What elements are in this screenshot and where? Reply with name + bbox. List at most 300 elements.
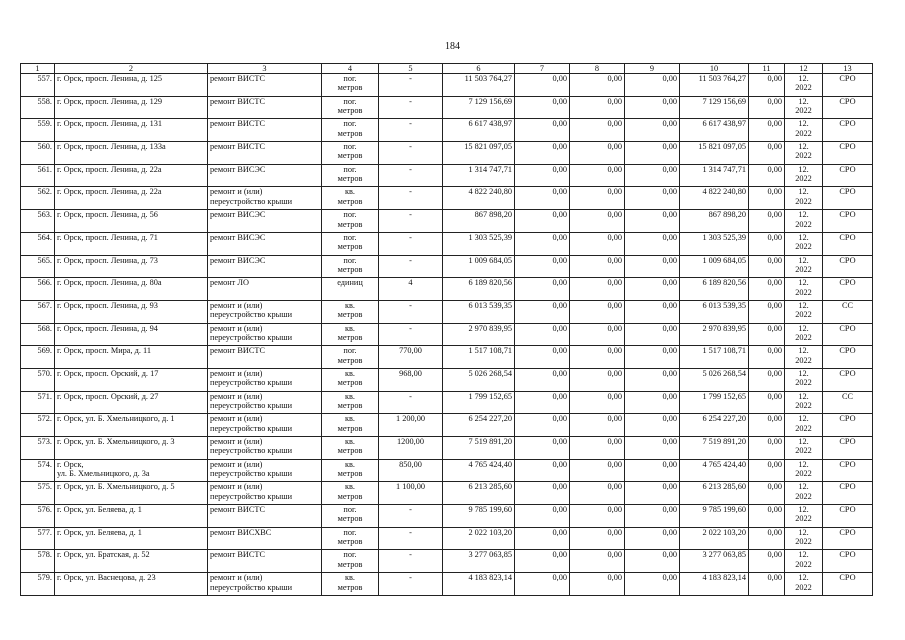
cost-cell-line: 0,00 xyxy=(607,300,622,310)
work-type-cell xyxy=(208,346,322,369)
total-cost-cell xyxy=(443,278,515,301)
method-cell-line: СРО xyxy=(839,368,856,378)
unit-cell xyxy=(322,550,379,573)
address-cell-line: ул. Б. Хмельницкого, д. 3а xyxy=(57,469,150,479)
cost-cell xyxy=(680,119,749,142)
unit-cell xyxy=(322,164,379,187)
work-type-cell-line: ремонт ВИСТС xyxy=(210,96,266,106)
total-cost-cell xyxy=(443,550,515,573)
quantity-cell-line: - xyxy=(409,300,412,310)
row-number xyxy=(21,505,55,528)
method-cell xyxy=(823,142,873,165)
cost-cell-line: 0,00 xyxy=(607,391,622,401)
cost-cell xyxy=(515,232,570,255)
cost-cell xyxy=(570,437,625,460)
col-header: 3 xyxy=(208,64,322,74)
address-cell-line: г. Орск, просп. Ленина, д. 22а xyxy=(57,187,162,197)
cost-cell-line: 0,00 xyxy=(767,527,782,537)
table-row xyxy=(21,323,873,346)
cost-cell-line: 0,00 xyxy=(607,164,622,174)
method-cell-line: СРО xyxy=(839,573,856,583)
method-cell-line: СРО xyxy=(839,505,856,515)
quantity-cell xyxy=(379,414,443,437)
cost-cell-line: 0,00 xyxy=(767,505,782,515)
term-cell-line: 12. xyxy=(798,210,809,220)
quantity-cell-line: 770,00 xyxy=(399,346,422,356)
cost-cell-line: 6 189 820,56 xyxy=(702,278,746,288)
cost-cell xyxy=(625,142,680,165)
col-header: 8 xyxy=(570,64,625,74)
cost-cell-line: 0,00 xyxy=(767,278,782,288)
col-header: 9 xyxy=(625,64,680,74)
cost-cell xyxy=(749,346,785,369)
method-cell xyxy=(823,505,873,528)
cost-cell xyxy=(625,255,680,278)
cost-cell-line: 0,00 xyxy=(662,142,677,152)
term-cell xyxy=(785,74,823,97)
cost-cell xyxy=(749,278,785,301)
work-type-cell xyxy=(208,142,322,165)
term-cell xyxy=(785,323,823,346)
work-type-cell-line: ремонт и (или) xyxy=(210,391,263,401)
address-cell xyxy=(55,300,208,323)
cost-cell xyxy=(625,368,680,391)
quantity-cell-line: 4 xyxy=(408,278,413,288)
cost-cell-line: 0,00 xyxy=(662,414,677,424)
term-cell-line: 2022 xyxy=(795,287,812,297)
work-type-cell-line: ремонт ВИСТС xyxy=(210,346,266,356)
term-cell xyxy=(785,255,823,278)
cost-cell xyxy=(625,437,680,460)
cost-cell xyxy=(680,505,749,528)
term-cell-line: 12. xyxy=(798,550,809,560)
quantity-cell xyxy=(379,391,443,414)
cost-cell-line: 6 254 227,20 xyxy=(702,414,746,424)
cost-cell xyxy=(625,505,680,528)
cost-cell xyxy=(749,437,785,460)
term-cell xyxy=(785,391,823,414)
cost-cell xyxy=(625,232,680,255)
quantity-cell-line: - xyxy=(409,550,412,560)
work-type-cell xyxy=(208,187,322,210)
cost-cell xyxy=(749,119,785,142)
term-cell-line: 2022 xyxy=(795,491,812,501)
cost-cell-line: 0,00 xyxy=(607,142,622,152)
quantity-cell xyxy=(379,505,443,528)
cost-cell-line: 4 183 823,14 xyxy=(702,573,746,583)
row-number xyxy=(21,232,55,255)
col-header: 10 xyxy=(680,64,749,74)
unit-cell-line: кв. xyxy=(344,300,356,310)
term-cell-line: 2022 xyxy=(795,446,812,456)
row-number xyxy=(21,368,55,391)
quantity-cell xyxy=(379,232,443,255)
address-cell xyxy=(55,505,208,528)
address-cell-line: г. Орск, просп. Орский, д. 27 xyxy=(57,391,159,401)
term-cell-line: 12. xyxy=(798,368,809,378)
unit-cell-line: пог. xyxy=(343,527,357,537)
cost-cell xyxy=(749,573,785,596)
col-header: 11 xyxy=(749,64,785,74)
unit-cell-line: кв. xyxy=(344,368,356,378)
row-number xyxy=(21,437,55,460)
cost-cell xyxy=(749,142,785,165)
unit-cell xyxy=(322,142,379,165)
address-cell-line: г. Орск, просп. Ленина, д. 80а xyxy=(57,278,162,288)
unit-cell-line: пог. xyxy=(343,164,357,174)
table-row xyxy=(21,437,873,460)
col-header: 6 xyxy=(443,64,515,74)
cost-cell-line: 0,00 xyxy=(607,210,622,220)
cost-cell xyxy=(749,210,785,233)
method-cell xyxy=(823,550,873,573)
term-cell-line: 12. xyxy=(798,482,809,492)
quantity-cell xyxy=(379,119,443,142)
cost-cell-line: 0,00 xyxy=(767,119,782,129)
row-number-line: 563. xyxy=(37,210,52,220)
quantity-cell xyxy=(379,550,443,573)
cost-cell-line: 0,00 xyxy=(607,323,622,333)
row-number-line: 557. xyxy=(37,74,52,83)
term-cell xyxy=(785,482,823,505)
address-cell xyxy=(55,74,208,97)
unit-cell-line: кв. xyxy=(344,482,356,492)
term-cell-line: 2022 xyxy=(795,537,812,547)
term-cell-line: 12. xyxy=(798,255,809,265)
cost-cell-line: 0,00 xyxy=(662,368,677,378)
cost-cell xyxy=(515,482,570,505)
row-number-line: 559. xyxy=(37,119,52,129)
cost-cell xyxy=(680,391,749,414)
cost-cell xyxy=(570,346,625,369)
unit-cell-line: пог. xyxy=(343,550,357,560)
work-type-cell xyxy=(208,391,322,414)
total-cost-cell xyxy=(443,187,515,210)
cost-cell-line: 0,00 xyxy=(607,527,622,537)
method-cell-line: СС xyxy=(841,300,854,310)
cost-cell xyxy=(625,323,680,346)
unit-cell xyxy=(322,96,379,119)
unit-cell-line: метров xyxy=(337,83,363,93)
cost-cell xyxy=(570,96,625,119)
method-cell-line: СРО xyxy=(839,459,856,469)
total-cost-cell xyxy=(443,482,515,505)
cost-cell xyxy=(625,482,680,505)
cost-cell xyxy=(570,232,625,255)
unit-cell-line: единиц xyxy=(337,278,363,288)
address-cell-line: г. Орск, просп. Ленина, д. 93 xyxy=(57,300,158,310)
cost-cell xyxy=(625,573,680,596)
work-type-cell-line: переустройство крыши xyxy=(210,446,293,456)
address-cell-line: г. Орск, просп. Ленина, д. 71 xyxy=(57,232,158,242)
method-cell-line: СРО xyxy=(839,232,856,242)
quantity-cell xyxy=(379,164,443,187)
work-type-cell-line: переустройство крыши xyxy=(210,469,293,479)
term-cell xyxy=(785,210,823,233)
cost-cell-line: 1 517 108,71 xyxy=(702,346,746,356)
term-cell xyxy=(785,459,823,482)
quantity-cell xyxy=(379,187,443,210)
table-row xyxy=(21,505,873,528)
quantity-cell xyxy=(379,255,443,278)
method-cell xyxy=(823,368,873,391)
cost-cell-line: 0,00 xyxy=(662,550,677,560)
cost-cell xyxy=(680,573,749,596)
cost-cell-line: 0,00 xyxy=(767,482,782,492)
cost-cell xyxy=(625,346,680,369)
work-type-cell-line: ремонт ВИСТС xyxy=(210,142,266,152)
cost-cell-line: 0,00 xyxy=(552,119,567,129)
address-cell-line: г. Орск, ул. Васнецова, д. 23 xyxy=(57,573,156,583)
quantity-cell-line: - xyxy=(409,391,412,401)
cost-cell-line: 0,00 xyxy=(552,459,567,469)
row-number-line: 569. xyxy=(37,346,52,356)
cost-cell-line: 0,00 xyxy=(767,300,782,310)
cost-cell xyxy=(749,505,785,528)
cost-cell-line: 0,00 xyxy=(607,505,622,515)
work-type-cell xyxy=(208,74,322,97)
col-header: 13 xyxy=(823,64,873,74)
term-cell-line: 12. xyxy=(798,96,809,106)
unit-cell xyxy=(322,255,379,278)
term-cell xyxy=(785,505,823,528)
cost-cell-line: 0,00 xyxy=(552,255,567,265)
cost-cell xyxy=(680,142,749,165)
work-type-cell-line: переустройство крыши xyxy=(210,310,293,320)
cost-cell-line: 1 799 152,65 xyxy=(702,391,746,401)
work-type-cell-line: ремонт и (или) xyxy=(210,459,263,469)
cost-cell-line: 0,00 xyxy=(552,74,567,83)
quantity-cell-line: - xyxy=(409,74,412,83)
cost-cell xyxy=(515,346,570,369)
cost-cell xyxy=(515,437,570,460)
cost-cell-line: 7 129 156,69 xyxy=(702,96,746,106)
method-cell-line: СРО xyxy=(839,74,856,83)
term-cell-line: 2022 xyxy=(795,83,812,93)
work-type-cell-line: переустройство крыши xyxy=(210,401,293,411)
unit-cell-line: пог. xyxy=(343,74,357,83)
cost-cell-line: 0,00 xyxy=(662,210,677,220)
unit-cell-line: пог. xyxy=(343,119,357,129)
address-cell-line: г. Орск, просп. Ленина, д. 129 xyxy=(57,96,163,106)
cost-cell xyxy=(749,232,785,255)
work-type-cell-line: переустройство крыши xyxy=(210,582,293,592)
quantity-cell xyxy=(379,368,443,391)
method-cell xyxy=(823,459,873,482)
cost-cell xyxy=(680,74,749,97)
term-cell-line: 2022 xyxy=(795,310,812,320)
work-type-cell-line: ремонт ВИСТС xyxy=(210,505,266,515)
cost-cell-line: 2 022 103,20 xyxy=(702,527,746,537)
address-cell xyxy=(55,232,208,255)
cost-cell xyxy=(570,391,625,414)
total-cost-cell xyxy=(443,96,515,119)
quantity-cell xyxy=(379,346,443,369)
quantity-cell xyxy=(379,437,443,460)
work-type-cell-line: ремонт ВИСЭС xyxy=(210,164,266,174)
term-cell xyxy=(785,437,823,460)
row-number-line: 578. xyxy=(37,550,52,560)
row-number xyxy=(21,96,55,119)
term-cell-line: 2022 xyxy=(795,378,812,388)
row-number xyxy=(21,550,55,573)
cost-cell-line: 0,00 xyxy=(607,255,622,265)
total-cost-cell xyxy=(443,210,515,233)
work-type-cell xyxy=(208,414,322,437)
cost-cell-line: 0,00 xyxy=(607,278,622,288)
address-cell-line: г. Орск, просп. Ленина, д. 73 xyxy=(57,255,158,265)
table-row xyxy=(21,96,873,119)
method-cell-line: СС xyxy=(841,391,854,401)
row-number-line: 560. xyxy=(37,142,52,152)
cost-cell xyxy=(625,300,680,323)
unit-cell-line: метров xyxy=(337,264,363,274)
cost-cell xyxy=(680,414,749,437)
cost-cell xyxy=(749,323,785,346)
cost-cell xyxy=(515,323,570,346)
term-cell-line: 2022 xyxy=(795,423,812,433)
unit-cell-line: пог. xyxy=(343,142,357,152)
work-type-cell xyxy=(208,210,322,233)
term-cell xyxy=(785,119,823,142)
cost-cell-line: 0,00 xyxy=(662,74,677,83)
table-row xyxy=(21,459,873,482)
unit-cell-line: метров xyxy=(337,378,363,388)
table-row xyxy=(21,368,873,391)
cost-cell xyxy=(515,573,570,596)
row-number-line: 577. xyxy=(37,527,52,537)
row-number xyxy=(21,391,55,414)
quantity-cell xyxy=(379,142,443,165)
quantity-cell-line: 850,00 xyxy=(399,459,422,469)
cost-cell xyxy=(680,232,749,255)
cost-cell xyxy=(515,550,570,573)
address-cell xyxy=(55,164,208,187)
col-header: 5 xyxy=(379,64,443,74)
unit-cell-line: метров xyxy=(337,219,363,229)
work-type-cell xyxy=(208,255,322,278)
cost-cell xyxy=(749,414,785,437)
col-header: 2 xyxy=(55,64,208,74)
address-cell-line: г. Орск, просп. Ленина, д. 56 xyxy=(57,210,158,220)
cost-cell-line: 1 303 525,39 xyxy=(702,232,746,242)
total-cost-cell xyxy=(443,505,515,528)
cost-cell-line: 0,00 xyxy=(607,550,622,560)
quantity-cell xyxy=(379,323,443,346)
cost-cell xyxy=(515,164,570,187)
cost-cell xyxy=(570,300,625,323)
term-cell xyxy=(785,346,823,369)
term-cell-line: 2022 xyxy=(795,196,812,206)
cost-cell-line: 0,00 xyxy=(607,414,622,424)
method-cell xyxy=(823,210,873,233)
term-cell-line: 2022 xyxy=(795,106,812,116)
term-cell xyxy=(785,142,823,165)
work-type-cell xyxy=(208,527,322,550)
cost-cell xyxy=(570,164,625,187)
address-cell xyxy=(55,550,208,573)
quantity-cell xyxy=(379,573,443,596)
term-cell-line: 12. xyxy=(798,300,809,310)
table-row xyxy=(21,482,873,505)
row-number-line: 561. xyxy=(37,164,52,174)
method-cell-line: СРО xyxy=(839,187,856,197)
cost-cell-line: 0,00 xyxy=(662,119,677,129)
row-number-line: 567. xyxy=(37,300,52,310)
cost-cell-line: 0,00 xyxy=(662,437,677,446)
row-number-line: 558. xyxy=(37,96,52,106)
cost-cell xyxy=(680,278,749,301)
cost-cell xyxy=(625,550,680,573)
quantity-cell-line: - xyxy=(409,119,412,129)
cost-cell xyxy=(570,505,625,528)
row-number-line: 576. xyxy=(37,505,52,515)
table-row xyxy=(21,527,873,550)
work-type-cell xyxy=(208,300,322,323)
cost-cell-line: 0,00 xyxy=(767,459,782,469)
table-row xyxy=(21,210,873,233)
address-cell xyxy=(55,323,208,346)
cost-cell xyxy=(625,278,680,301)
address-cell-line: г. Орск, просп. Мира, д. 11 xyxy=(57,346,151,356)
method-cell-line: СРО xyxy=(839,142,856,152)
method-cell xyxy=(823,414,873,437)
cost-cell xyxy=(625,164,680,187)
unit-cell-line: кв. xyxy=(344,187,356,197)
cost-cell xyxy=(749,482,785,505)
cost-cell-line: 0,00 xyxy=(607,119,622,129)
work-type-cell-line: ремонт ВИСЭС xyxy=(210,255,266,265)
cost-cell-line: 0,00 xyxy=(552,573,567,583)
total-cost-cell xyxy=(443,232,515,255)
work-type-cell-line: переустройство крыши xyxy=(210,196,293,206)
cost-cell-line: 0,00 xyxy=(607,459,622,469)
unit-cell-line: кв. xyxy=(344,391,356,401)
cost-cell-line: 0,00 xyxy=(552,527,567,537)
cost-cell xyxy=(570,414,625,437)
row-number xyxy=(21,414,55,437)
table-row xyxy=(21,187,873,210)
term-cell-line: 12. xyxy=(798,414,809,424)
cost-cell xyxy=(570,210,625,233)
total-cost-cell xyxy=(443,346,515,369)
work-type-cell-line: ремонт и (или) xyxy=(210,323,263,333)
cost-cell-line: 1 009 684,05 xyxy=(702,255,746,265)
total-cost-cell-line: 1 314 747,71 xyxy=(468,164,512,174)
cost-cell-line: 4 765 424,40 xyxy=(702,459,746,469)
unit-cell-line: метров xyxy=(337,582,363,592)
unit-cell xyxy=(322,232,379,255)
term-cell xyxy=(785,96,823,119)
total-cost-cell-line: 1 009 684,05 xyxy=(468,255,512,265)
quantity-cell-line: - xyxy=(409,527,412,537)
cost-cell xyxy=(515,210,570,233)
cost-cell xyxy=(570,74,625,97)
work-type-cell-line: переустройство крыши xyxy=(210,378,293,388)
table-row xyxy=(21,232,873,255)
term-cell-line: 2022 xyxy=(795,151,812,161)
work-type-cell xyxy=(208,164,322,187)
quantity-cell xyxy=(379,96,443,119)
total-cost-cell-line: 4 183 823,14 xyxy=(468,573,512,583)
term-cell xyxy=(785,550,823,573)
address-cell xyxy=(55,414,208,437)
cost-cell-line: 0,00 xyxy=(552,368,567,378)
unit-cell-line: метров xyxy=(337,151,363,161)
total-cost-cell-line: 9 785 199,60 xyxy=(468,505,512,515)
quantity-cell xyxy=(379,74,443,97)
row-number xyxy=(21,142,55,165)
